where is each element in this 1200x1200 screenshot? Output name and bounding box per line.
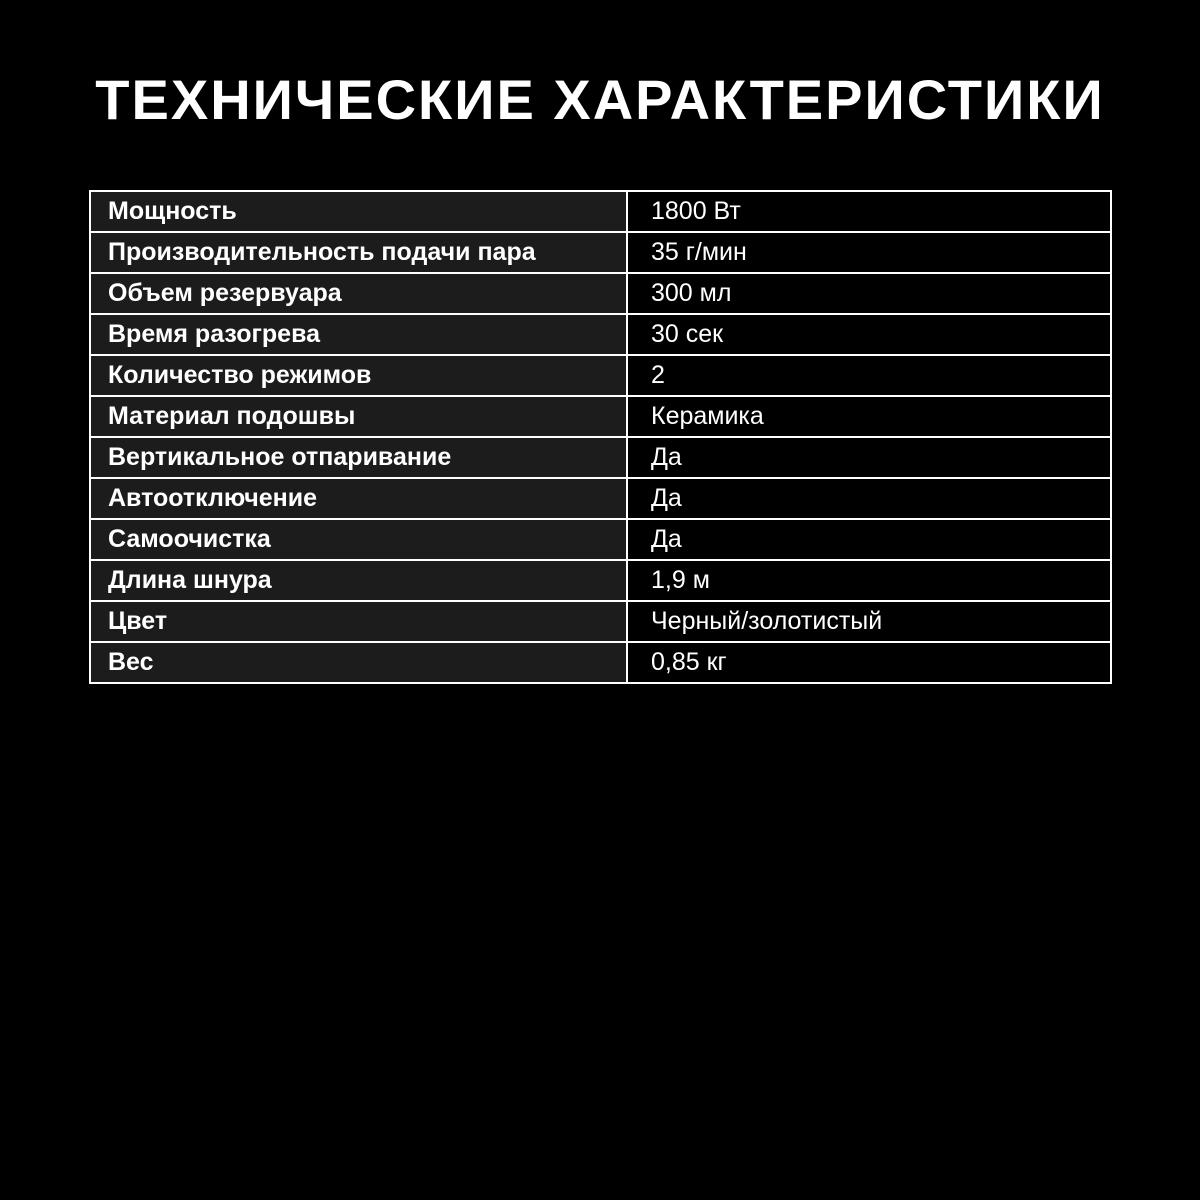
- specifications-table: [89, 190, 1112, 684]
- spec-param: Вес: [90, 642, 627, 683]
- spec-param: Цвет: [90, 601, 627, 642]
- spec-param: Материал подошвы: [90, 396, 627, 437]
- spec-param: Количество режимов: [90, 355, 627, 396]
- spec-value: 2: [627, 355, 1111, 396]
- table-row: [90, 314, 1111, 355]
- spec-param: Длина шнура: [90, 560, 627, 601]
- table-row: [90, 355, 1111, 396]
- table-row: [90, 478, 1111, 519]
- spec-param: Самоочистка: [90, 519, 627, 560]
- spec-value: Черный/золотистый: [627, 601, 1111, 642]
- spec-value: 35 г/мин: [627, 232, 1111, 273]
- table-row: [90, 642, 1111, 683]
- spec-value: 300 мл: [627, 273, 1111, 314]
- spec-param: Автоотключение: [90, 478, 627, 519]
- spec-value: 0,85 кг: [627, 642, 1111, 683]
- spec-value: 30 сек: [627, 314, 1111, 355]
- table-row: [90, 273, 1111, 314]
- spec-param: Время разогрева: [90, 314, 627, 355]
- table-row: [90, 601, 1111, 642]
- table-row: [90, 560, 1111, 601]
- table-row: [90, 437, 1111, 478]
- spec-value: Да: [627, 519, 1111, 560]
- spec-value: Керамика: [627, 396, 1111, 437]
- table-row: [90, 232, 1111, 273]
- spec-value: 1800 Вт: [627, 191, 1111, 232]
- page-title: ТЕХНИЧЕСКИЕ ХАРАКТЕРИСТИКИ: [95, 68, 1105, 131]
- table-row: [90, 396, 1111, 437]
- spec-param: Мощность: [90, 191, 627, 232]
- table-row: [90, 191, 1111, 232]
- spec-param: Производительность подачи пара: [90, 232, 627, 273]
- table-row: [90, 519, 1111, 560]
- spec-param: Вертикальное отпаривание: [90, 437, 627, 478]
- spec-value: 1,9 м: [627, 560, 1111, 601]
- spec-param: Объем резервуара: [90, 273, 627, 314]
- spec-value: Да: [627, 437, 1111, 478]
- spec-value: Да: [627, 478, 1111, 519]
